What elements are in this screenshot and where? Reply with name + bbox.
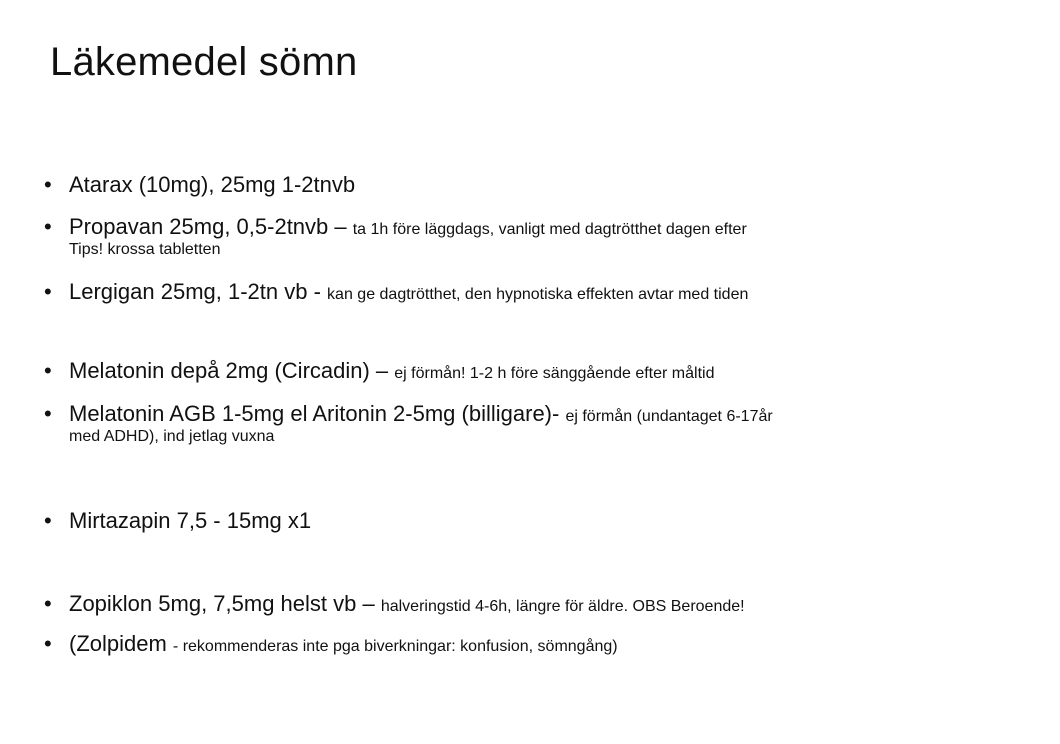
bullet-dot-icon: • [44,631,52,656]
bullet-main-text: (Zolpidem [69,631,173,656]
bullet-note-text: ej förmån (undantaget 6-17år [565,408,773,425]
bullet-main-text: Melatonin AGB 1-5mg el Aritonin 2-5mg (billigare)- [69,401,566,426]
bullet-body [69,214,1029,260]
bullet-continuation-text: med ADHD), ind jetlag vuxna [69,428,275,445]
bullet-note-text: - rekommenderas inte pga biverkningar: konfusion, sömngång) [172,638,618,655]
bullet-continuation-text: Tips! krossa tabletten [69,241,221,258]
bullet-body [69,631,1029,657]
bullet-note-text: kan ge dagtrötthet, den hypnotiska effekten avtar med tiden [327,286,749,303]
bullet-main-text: Zopiklon 5mg, 7,5mg helst vb – [69,591,381,616]
bullet-main-text: Propavan 25mg, 0,5-2tnvb – [69,214,353,239]
bullet-main-text: Lergigan 25mg, 1-2tn vb - [69,279,328,304]
bullet-note-text: ta 1h före läggdags, vanligt med dagtrötthet dagen efter [352,221,747,238]
bullet-dot-icon: • [44,401,52,426]
bullet-dot-icon: • [44,508,52,533]
bullet-body [69,508,1029,534]
bullet-dot-icon: • [44,279,52,304]
bullet-main-text: Atarax (10mg), 25mg 1-2tnvb [69,172,356,197]
bullet-dot-icon: • [44,172,52,197]
bullet-body [69,279,1029,305]
bullet-main-text: Melatonin depå 2mg (Circadin) – [69,358,395,383]
bullet-note-text: ej förmån! 1-2 h före sänggående efter måltid [394,365,715,382]
bullet-body [69,172,1029,198]
slide-title: Läkemedel sömn [50,40,358,84]
bullet-dot-icon: • [44,214,52,239]
bullet-body [69,358,1029,384]
bullet-main-text: Mirtazapin 7,5 - 15mg x1 [69,508,312,533]
bullet-dot-icon: • [44,591,52,616]
bullet-body [69,401,1029,447]
bullet-note-text: halveringstid 4-6h, längre för äldre. OBS Beroende! [380,598,745,615]
bullet-dot-icon: • [44,358,52,383]
bullet-body [69,591,1029,617]
